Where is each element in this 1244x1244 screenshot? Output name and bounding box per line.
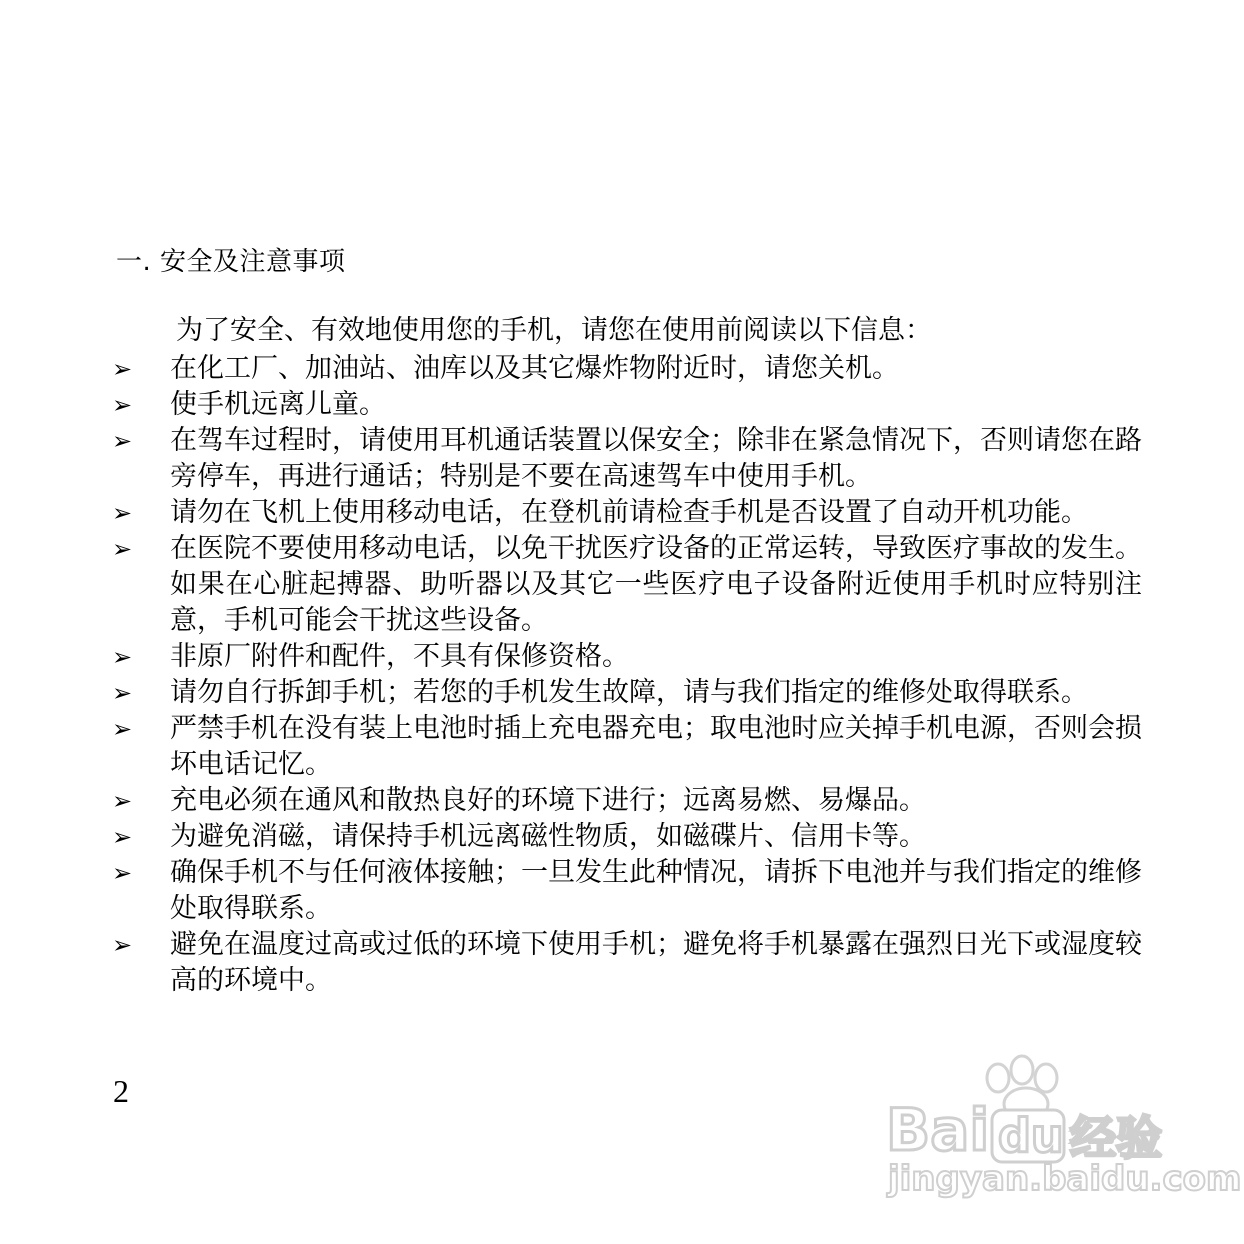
list-item	[112, 855, 1142, 927]
list-item	[112, 387, 1142, 423]
list-item-text: 在驾车过程时，请使用耳机通话装置以保安全；除非在紧急情况下，否则请您在路旁停车，再进行通话；特别是不要在高速驾车中使用手机。	[170, 425, 1142, 492]
arrowhead-bullet-icon: ➢	[112, 535, 133, 563]
list-item	[112, 927, 1142, 999]
arrowhead-bullet-icon: ➢	[112, 391, 133, 419]
section-title: 一. 安全及注意事项	[116, 247, 346, 277]
intro-paragraph: 为了安全、有效地使用您的手机，请您在使用前阅读以下信息：	[176, 315, 932, 346]
list-item	[112, 495, 1142, 531]
list-item-text: 确保手机不与任何液体接触；一旦发生此种情况，请拆下电池并与我们指定的维修处取得联系。	[170, 857, 1142, 924]
arrowhead-bullet-icon: ➢	[112, 823, 133, 851]
du-badge	[992, 1109, 1064, 1163]
arrowhead-bullet-icon: ➢	[112, 355, 133, 383]
safety-bullet-list	[112, 351, 1142, 999]
watermark-jingyan-text: 经验	[1070, 1111, 1162, 1165]
list-item	[112, 531, 1142, 639]
list-item	[112, 711, 1142, 783]
list-item-text: 严禁手机在没有装上电池时插上充电器充电；取电池时应关掉手机电源，否则会损坏电话记忆。	[170, 713, 1142, 780]
list-item	[112, 423, 1142, 495]
list-item-text: 充电必须在通风和散热良好的环境下进行；远离易燃、易爆品。	[170, 785, 926, 816]
svg-text:du: du	[998, 1109, 1064, 1163]
list-item	[112, 783, 1142, 819]
arrowhead-bullet-icon: ➢	[112, 715, 133, 743]
list-item-text: 避免在温度过高或过低的环境下使用手机；避免将手机暴露在强烈日光下或湿度较高的环境中。	[170, 929, 1142, 996]
page-number: 2	[113, 1073, 129, 1109]
watermark-brand-text: Bai	[886, 1096, 990, 1164]
watermark-url-text: jingyan.baidu.com	[888, 1159, 1242, 1199]
list-item-text: 请勿在飞机上使用移动电话，在登机前请检查手机是否设置了自动开机功能。	[170, 497, 1088, 528]
list-item-text: 在医院不要使用移动电话，以免干扰医疗设备的正常运转，导致医疗事故的发生。如果在心脏起搏器、助听器以及其它一些医疗电子设备附近使用手机时应特别注意，手机可能会干扰这些设备。	[170, 533, 1142, 636]
arrowhead-bullet-icon: ➢	[112, 427, 133, 455]
arrowhead-bullet-icon: ➢	[112, 931, 133, 959]
list-item	[112, 675, 1142, 711]
arrowhead-bullet-icon: ➢	[112, 787, 133, 815]
list-item	[112, 639, 1142, 675]
list-item-text: 在化工厂、加油站、油库以及其它爆炸物附近时，请您关机。	[170, 353, 899, 384]
baidu-jingyan-watermark	[880, 1050, 1242, 1200]
arrowhead-bullet-icon: ➢	[112, 679, 133, 707]
arrowhead-bullet-icon: ➢	[112, 859, 133, 887]
list-item-text: 使手机远离儿童。	[170, 389, 386, 420]
list-item	[112, 819, 1142, 855]
list-item-text: 请勿自行拆卸手机；若您的手机发生故障，请与我们指定的维修处取得联系。	[170, 677, 1088, 708]
list-item-text: 为避免消磁，请保持手机远离磁性物质，如磁碟片、信用卡等。	[170, 821, 926, 852]
arrowhead-bullet-icon: ➢	[112, 643, 133, 671]
arrowhead-bullet-icon: ➢	[112, 499, 133, 527]
list-item	[112, 351, 1142, 387]
list-item-text: 非原厂附件和配件，不具有保修资格。	[170, 641, 629, 672]
